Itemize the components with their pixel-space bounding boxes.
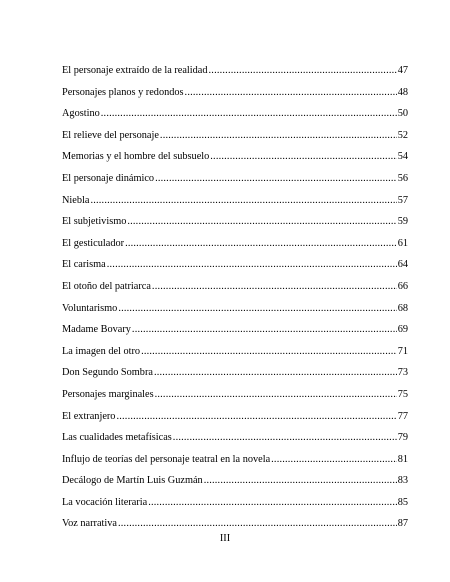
table-of-contents [62,60,408,535]
toc-entry [62,82,408,104]
toc-entry-title: Niebla [62,194,90,206]
toc-dot-leader [160,125,397,147]
toc-entry-page: 75 [397,388,408,400]
toc-dot-leader [173,427,397,449]
toc-entry-page: 77 [397,410,408,422]
toc-entry-title: El carisma [62,259,106,271]
toc-entry [62,168,408,190]
toc-entry [62,406,408,428]
toc-entry [62,298,408,320]
toc-dot-leader [209,60,397,82]
toc-entry [62,125,408,147]
toc-entry-page: 85 [397,496,408,508]
toc-entry-page: 81 [397,453,408,465]
toc-entry-page: 48 [397,86,408,98]
toc-entry [62,254,408,276]
toc-entry-title: Personajes marginales [62,388,154,400]
toc-entry-title: Decálogo de Martín Luis Guzmán [62,475,203,487]
toc-entry-page: 69 [397,324,408,336]
toc-entry-page: 73 [397,367,408,379]
toc-dot-leader [116,406,396,428]
toc-entry-title: Memorias y el hombre del subsuelo [62,151,210,163]
toc-entry-page: 61 [397,237,408,249]
toc-entry [62,384,408,406]
toc-dot-leader [155,384,397,406]
toc-entry-page: 83 [397,475,408,487]
toc-entry [62,341,408,363]
toc-entry-page: 52 [397,129,408,141]
toc-entry-page: 50 [397,108,408,120]
toc-entry [62,319,408,341]
toc-dot-leader [132,319,397,341]
toc-entry [62,103,408,125]
toc-entry-title: Influjo de teorías del personaje teatral en la novela [62,453,271,465]
toc-entry [62,146,408,168]
toc-dot-leader [141,341,397,363]
toc-dot-leader [154,362,397,384]
toc-entry-title: El otoño del patriarca [62,280,151,292]
toc-entry-page: 79 [397,432,408,444]
toc-entry [62,60,408,82]
toc-entry-title: La vocación literaria [62,496,148,508]
toc-entry [62,470,408,492]
toc-entry-page: 66 [397,280,408,292]
toc-entry [62,492,408,514]
toc-dot-leader [107,254,397,276]
toc-entry-page: 56 [397,172,408,184]
toc-entry-page: 54 [397,151,408,163]
toc-entry-title: Voz narrativa [62,518,117,530]
toc-entry-title: La imagen del otro [62,345,141,357]
toc-entry-title: El personaje dinámico [62,172,155,184]
toc-dot-leader [152,276,397,298]
toc-entry [62,427,408,449]
toc-entry [62,190,408,212]
toc-dot-leader [118,513,397,535]
toc-entry-title: Voluntarismo [62,302,118,314]
toc-dot-leader [185,82,397,104]
toc-dot-leader [204,470,397,492]
toc-dot-leader [125,233,397,255]
toc-entry [62,513,408,535]
toc-entry-page: 47 [397,65,408,76]
toc-entry-title: Personajes planos y redondos [62,86,184,98]
toc-entry-title: El subjetivismo [62,216,127,228]
toc-dot-leader [148,492,397,514]
toc-entry-title: Las cualidades metafísicas [62,432,172,444]
toc-entry-title: Madame Bovary [62,324,131,336]
toc-entry [62,211,408,233]
toc-entry-page: 64 [397,259,408,271]
toc-dot-leader [210,146,396,168]
toc-entry-page: 57 [397,194,408,206]
toc-entry-page: 87 [397,518,408,530]
toc-dot-leader [271,449,397,471]
toc-entry [62,449,408,471]
toc-entry-title: El extranjero [62,410,116,422]
toc-entry-title: Agostino [62,108,100,120]
toc-entry-title: El personaje extraído de la realidad [62,65,208,76]
toc-entry-title: Don Segundo Sombra [62,367,153,379]
toc-entry [62,233,408,255]
toc-dot-leader [90,190,396,212]
toc-dot-leader [101,103,397,125]
toc-entry-page: 68 [397,302,408,314]
toc-dot-leader [118,298,396,320]
toc-entry-page: 71 [397,345,408,357]
page-number: III [219,533,231,544]
toc-entry-page: 59 [397,216,408,228]
toc-dot-leader [155,168,397,190]
toc-entry-title: El gesticulador [62,237,125,249]
toc-entry [62,276,408,298]
toc-entry [62,362,408,384]
toc-entry-title: El relieve del personaje [62,129,159,141]
toc-dot-leader [127,211,396,233]
